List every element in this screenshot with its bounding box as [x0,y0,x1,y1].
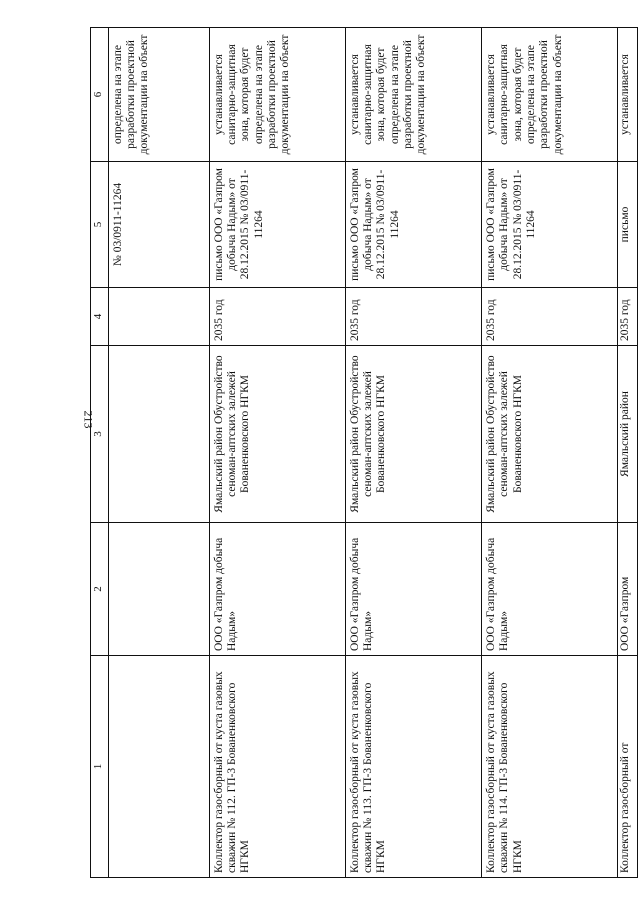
header-col-4: 4 [91,288,109,346]
header-col-2: 2 [91,523,109,656]
table-row [618,28,638,878]
cell-year: 2035 год [345,288,481,346]
table-row [345,28,481,878]
objects-table [90,27,638,878]
cell-year: 2035 год [618,288,638,346]
cell-note: определена на этапе разработки проектной документации на объект [108,28,209,162]
cell-organization [108,523,209,656]
rotated-table-canvas [90,28,638,878]
cell-organization: ООО «Газпром добыча Надым» [481,523,617,656]
cell-location: Ямальский район Обустройство сеноман-аптских залежей Бованенковского НГКМ [345,346,481,523]
cell-object-name: Коллектор газосборный от куста газовых скважин № 112. ГП-3 Бованенковского НГКМ [209,656,345,878]
cell-year: 2035 год [209,288,345,346]
cell-document: письмо ООО «Газпром добыча Надым» от 28.12.2015 № 03/0911-11264 [481,162,617,288]
header-col-3: 3 [91,346,109,523]
header-col-5: 5 [91,162,109,288]
cell-organization: ООО «Газпром добыча Надым» [209,523,345,656]
table-row [481,28,617,878]
table-row [209,28,345,878]
cell-note: устанавливается санитарно-защитная зона, которая будет определена на этапе разработки проектной документации на объект [481,28,617,162]
table-row [108,28,209,878]
cell-object-name: Коллектор газосборный от куста газовых скважин № 113. ГП-3 Бованенковского НГКМ [345,656,481,878]
cell-object-name: Коллектор газосборный от куста газовых скважин № 114. ГП-3 Бованенковского НГКМ [481,656,617,878]
header-col-6: 6 [91,28,109,162]
header-row [91,28,109,878]
header-col-1: 1 [91,656,109,878]
cell-document: письмо ООО «Газпром добыча Надым» от 28.12.2015 № 03/0911-11264 [345,162,481,288]
cell-location: Ямальский район Обустройство сеноман-аптских залежей Бованенковского НГКМ [209,346,345,523]
cell-location: Ямальский район Обустройство сеноман-аптских залежей Бованенковского НГКМ [481,346,617,523]
cell-document: № 03/0911-11264 [108,162,209,288]
cell-organization: ООО «Газпром добыча Надым» [345,523,481,656]
cell-document: письмо [618,162,638,288]
cell-note: устанавливается санитарно-защитная зона, которая будет определена на этапе разработки проектной документации на объект [209,28,345,162]
cell-year [108,288,209,346]
cell-object-name [108,656,209,878]
cell-note: устанавливается санитарно-защитная зона, которая будет определена на этапе разработки проектной документации на объект [345,28,481,162]
cell-note: устанавливается [618,28,638,162]
cell-year: 2035 год [481,288,617,346]
cell-organization: ООО «Газпром [618,523,638,656]
page-number: 213 [81,410,96,429]
cell-location: Ямальский район [618,346,638,523]
cell-document: письмо ООО «Газпром добыча Надым» от 28.12.2015 № 03/0911-11264 [209,162,345,288]
cell-location [108,346,209,523]
cell-object-name: Коллектор газосборный от [618,656,638,878]
